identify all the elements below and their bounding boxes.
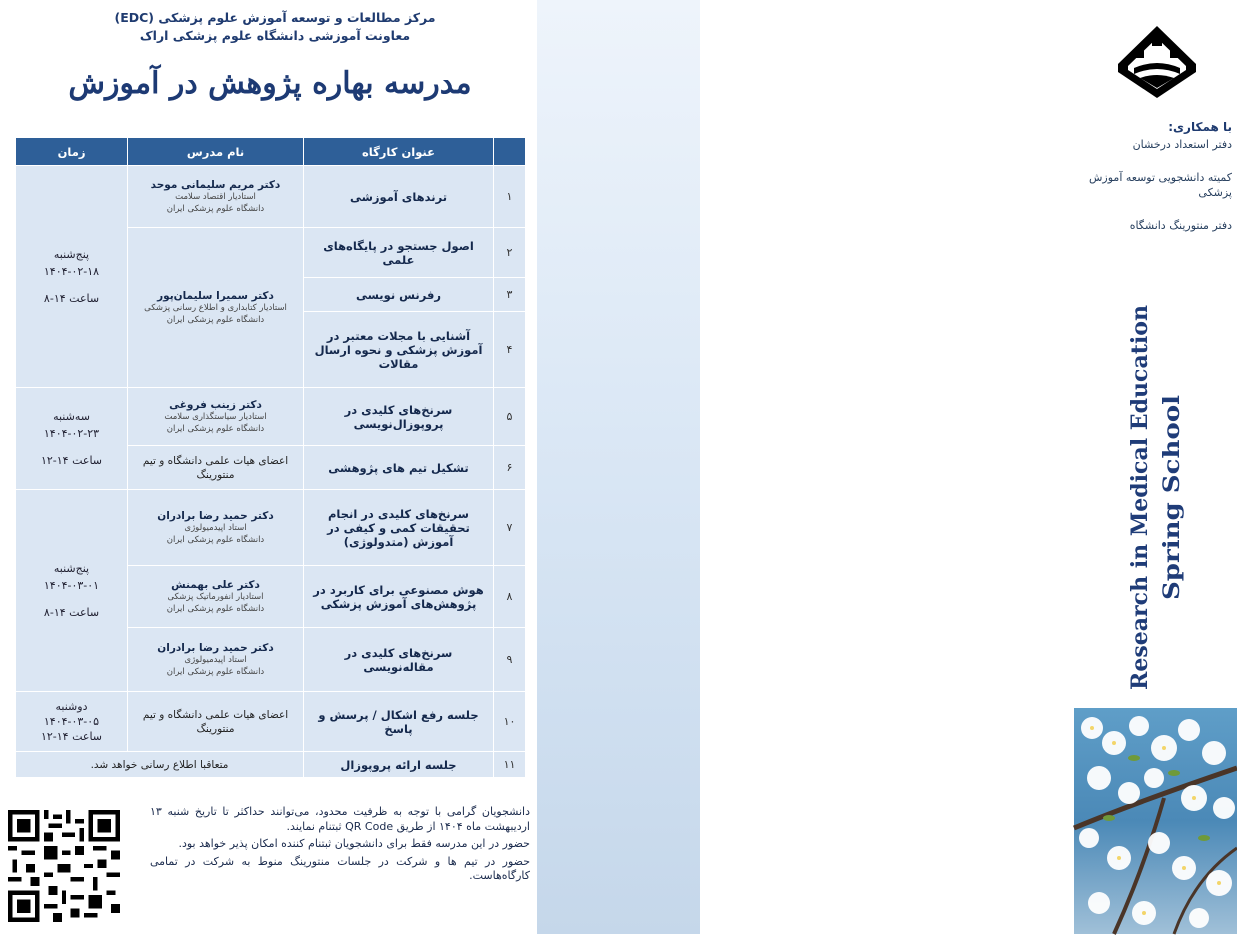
table-row <box>16 692 526 752</box>
blossom-photo <box>1074 708 1237 934</box>
row-topic: جلسه رفع اشکال / پرسش و پاسخ <box>304 692 494 752</box>
time-date: ۱۴۰۴-۰۲-۲۳ <box>43 427 100 440</box>
note-item: • حضور در این مدرسه فقط برای دانشجویان ثبتنام کننده امکان پذیر خواهد بود. <box>150 837 530 852</box>
time-cell <box>16 692 128 752</box>
time-hour: ساعت ۱۴-۸ <box>43 606 100 619</box>
time-cell <box>16 388 128 490</box>
instructor-name: دکتر زینب فروغی <box>169 398 262 411</box>
table-header-row <box>16 138 526 166</box>
time-day: دوشنبه <box>55 700 88 713</box>
row-num: ۴ <box>494 312 526 388</box>
time-date: ۱۴۰۴-۰۳-۰۱ <box>43 579 100 592</box>
table-row <box>16 490 526 566</box>
row-topic: سرنخ‌های کلیدی در انجام تحقیقات کمی و کیفی در آموزش (متدولوژی) <box>304 490 494 566</box>
row-num: ۹ <box>494 628 526 692</box>
instructor-name: دکتر حمید رضا برادران <box>157 641 274 654</box>
row-topic: اصول جستجو در پایگاه‌های علمی <box>304 228 494 278</box>
row-topic: هوش مصنوعی برای کاربرد در پژوهش‌های آموزش پزشکی <box>304 566 494 628</box>
instructor-org: دانشگاه علوم پزشکی ایران <box>166 314 265 325</box>
row-num: ۳ <box>494 278 526 312</box>
row-num: ۸ <box>494 566 526 628</box>
partner-item: دفتر منتورینگ دانشگاه <box>1129 219 1232 232</box>
instructor-org: دانشگاه علوم پزشکی ایران <box>166 203 265 214</box>
instructor-role: استاد اپیدمیولوژی <box>184 654 247 665</box>
instructor-name: دکتر مریم سلیمانی موحد <box>150 178 281 191</box>
instructor-cell <box>128 692 304 752</box>
instructor-cell <box>128 166 304 228</box>
vertical-line2: Spring School <box>1159 426 1185 600</box>
header-topic: عنوان کارگاه <box>304 138 494 166</box>
note-item: • دانشجویان گرامی با توجه به ظرفیت محدود، می‌توانند حداکثر تا تاریخ شنبه ۱۳ اردیبهشت ماه ۱۴۰۴ از طریق QR Code ثبتنام نمایند. <box>150 805 530 834</box>
deputy-name: معاونت آموزشی دانشگاه علوم پزشکی اراک <box>139 28 411 43</box>
sidebar <box>537 0 1232 934</box>
header-instructor: نام مدرس <box>128 138 304 166</box>
instructor-role: استادیار انفورماتیک پزشکی <box>167 591 264 602</box>
time-hour: ساعت ۱۴-۱۲ <box>40 454 103 467</box>
university-logo-icon <box>1114 18 1200 104</box>
row-num: ۵ <box>494 388 526 446</box>
collab-label: با همکاری: <box>1168 120 1232 134</box>
table-row <box>16 166 526 228</box>
instructor-cell <box>128 566 304 628</box>
row-num: ۱۰ <box>494 692 526 752</box>
instructor-role: استادیار کتابداری و اطلاع رسانی پزشکی <box>144 302 287 313</box>
collaboration-block <box>1082 120 1232 251</box>
instructor-org: دانشگاه علوم پزشکی ایران <box>166 534 265 545</box>
poster-main <box>0 0 537 934</box>
vertical-line1: Research in Medical Education <box>1127 305 1153 690</box>
row-topic: سرنخ‌های کلیدی در مقاله‌نویسی <box>304 628 494 692</box>
time-day: پنج‌شنبه <box>53 248 90 261</box>
instructor-cell <box>128 228 304 388</box>
row-topic: تشکیل تیم های پژوهشی <box>304 446 494 490</box>
instructor-cell <box>128 628 304 692</box>
time-date: ۱۴۰۴-۰۲-۱۸ <box>43 265 100 278</box>
announcement-note: متعاقبا اطلاع رسانی خواهد شد. <box>16 752 304 778</box>
blossom-illustration <box>1074 708 1237 934</box>
center-name: مرکز مطالعات و توسعه آموزش علوم پزشکی (EDC) <box>114 10 436 25</box>
time-hour: ساعت ۱۴-۱۲ <box>40 730 103 743</box>
header-time: زمان <box>16 138 128 166</box>
row-num: ۲ <box>494 228 526 278</box>
instructor-cell <box>128 388 304 446</box>
instructor-cell <box>128 490 304 566</box>
time-date: ۱۴۰۴-۰۳-۰۵ <box>43 715 100 728</box>
page-title: مدرسه بهاره پژوهش در آموزش <box>68 66 472 101</box>
row-num: ۷ <box>494 490 526 566</box>
time-day: پنج‌شنبه <box>53 562 90 575</box>
table-row <box>16 752 526 778</box>
instructor-org: دانشگاه علوم پزشکی ایران <box>166 666 265 677</box>
instructor-cell <box>128 446 304 490</box>
row-num: ۱ <box>494 166 526 228</box>
notes-list <box>150 805 542 887</box>
instructor-name: دکتر علی بهمنش <box>171 578 260 591</box>
partner-item: دفتر استعداد درخشان <box>1132 138 1232 151</box>
instructor-name: دکتر سمیرا سلیمان‌پور <box>157 289 274 302</box>
time-cell <box>16 490 128 692</box>
note-item: • حضور در تیم ها و شرکت در جلسات منتورینگ منوط به شرکت در تمامی کارگاه‌هاست. <box>150 855 530 884</box>
time-cell <box>16 166 128 388</box>
instructor-text: اعضای هیات علمی دانشگاه و تیم منتورینگ <box>142 708 289 735</box>
time-hour: ساعت ۱۴-۸ <box>43 292 100 305</box>
partner-item: کمیته دانشجویی توسعه آموزش پزشکی <box>1089 171 1232 199</box>
instructor-role: استادیار سیاستگذاری سلامت <box>164 411 267 422</box>
instructor-org: دانشگاه علوم پزشکی ایران <box>166 423 265 434</box>
row-num: ۶ <box>494 446 526 490</box>
instructor-org: دانشگاه علوم پزشکی ایران <box>166 603 265 614</box>
vertical-title <box>1097 300 1212 700</box>
instructor-text: اعضای هیات علمی دانشگاه و تیم منتورینگ <box>142 454 289 481</box>
row-topic: ترندهای آموزشی <box>304 166 494 228</box>
table-row <box>16 388 526 446</box>
instructor-name: دکتر حمید رضا برادران <box>157 509 274 522</box>
instructor-role: استاد اپیدمیولوژی <box>184 522 247 533</box>
row-topic: آشنایی با مجلات معتبر در آموزش پزشکی و نحوه ارسال مقالات <box>304 312 494 388</box>
instructor-role: استادیار اقتصاد سلامت <box>175 191 256 202</box>
row-topic: سرنخ‌های کلیدی در پروپوزال‌نویسی <box>304 388 494 446</box>
qr-code-icon[interactable] <box>8 810 120 922</box>
row-num: ۱۱ <box>494 752 526 778</box>
schedule-table <box>15 137 526 778</box>
header-num <box>494 138 526 166</box>
time-day: سه‌شنبه <box>53 410 90 423</box>
row-topic: رفرنس نویسی <box>304 278 494 312</box>
row-topic: جلسه ارائه پروپوزال <box>304 752 494 778</box>
